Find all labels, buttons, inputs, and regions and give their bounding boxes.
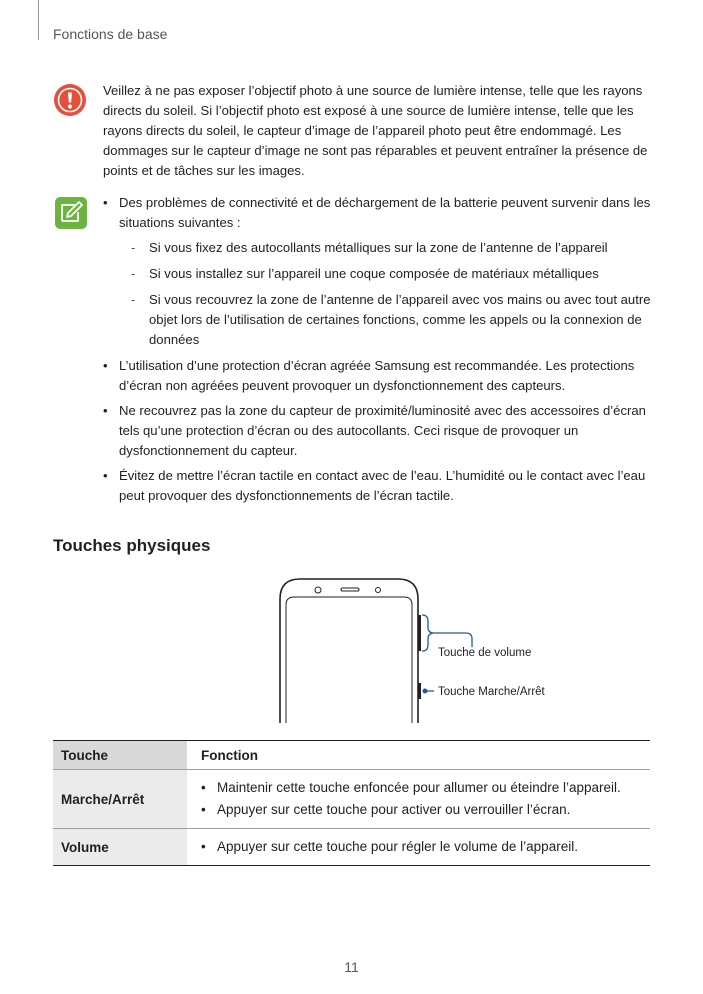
note-item <box>103 466 651 506</box>
function-text: Maintenir cette touche enfoncée pour allumer ou éteindre l’appareil. <box>217 780 621 795</box>
volume-key <box>418 615 421 651</box>
note-list <box>103 193 651 511</box>
function-item <box>201 779 642 797</box>
note-item-text: L’utilisation d’une protection d’écran agréée Samsung est recommandée. Les protections d’écran non agréées peuvent provoquer un dysfonctionnement des capteurs. <box>119 358 635 393</box>
note-item <box>103 193 651 350</box>
dash-mark: - <box>131 292 136 307</box>
column-header-function: Fonction <box>187 741 650 770</box>
screen-outline <box>286 597 412 723</box>
function-item <box>201 838 642 856</box>
bullet-mark: • <box>201 839 206 854</box>
bullet-mark: • <box>103 195 108 210</box>
section-title: Touches physiques <box>53 536 211 555</box>
header-rule <box>38 0 39 40</box>
page-number: 11 <box>344 959 359 975</box>
bullet-mark: • <box>201 802 206 817</box>
key-name: Volume <box>53 829 187 866</box>
caution-text: Veillez à ne pas exposer l’objectif photo à une source de lumière intense, telle que les rayons directs du soleil. Si l’objectif photo est exposé à une source de lumière intense, telle que les rayons directs du soleil, le capteur d’image de l’appareil photo peut être endommagé. Les dommages sur le capteur d’image ne sont pas réparables et peuvent entraîner la présence de points et de tâches sur les images. <box>103 83 648 178</box>
dash-mark: - <box>131 240 136 255</box>
note-item <box>103 356 651 396</box>
power-leader-dot <box>423 689 428 694</box>
note-item-text: Des problèmes de connectivité et de déchargement de la batterie peuvent survenir dans les situations suivantes : <box>119 195 651 230</box>
power-key <box>418 683 421 699</box>
bullet-mark: • <box>103 468 108 483</box>
bullet-mark: • <box>103 358 108 373</box>
exclamation-icon <box>53 83 87 117</box>
table-row <box>53 770 650 829</box>
bullet-mark: • <box>103 403 108 418</box>
function-text: Appuyer sur cette touche pour activer ou verrouiller l’écran. <box>217 802 571 817</box>
volume-bracket <box>422 615 434 651</box>
function-text: Appuyer sur cette touche pour régler le volume de l’appareil. <box>217 839 578 854</box>
earpiece <box>341 588 359 591</box>
proximity-sensor <box>376 588 381 593</box>
note-subitem <box>119 238 651 258</box>
note-subitem <box>119 290 651 350</box>
bullet-mark: • <box>201 780 206 795</box>
power-key-label: Touche Marche/Arrêt <box>438 686 545 698</box>
volume-key-label: Touche de volume <box>438 647 532 659</box>
table-header-row <box>53 741 650 770</box>
keys-table <box>53 740 650 866</box>
pencil-note-icon <box>54 196 88 230</box>
note-item <box>103 401 651 461</box>
column-header-key: Touche <box>53 741 187 770</box>
key-name: Marche/Arrêt <box>53 770 187 829</box>
function-item <box>201 801 642 819</box>
volume-leader <box>434 633 472 647</box>
header-section-title: Fonctions de base <box>53 26 168 42</box>
key-functions <box>187 829 650 866</box>
dash-mark: - <box>131 266 136 281</box>
table-row <box>53 829 650 866</box>
phone-outline <box>280 579 418 723</box>
note-item-text: Ne recouvrez pas la zone du capteur de proximité/luminosité avec des accessoires d’écran tels qu’une protection d’écran ou des autocollants. Ceci risque de provoquer un dysfonctionnement du capteur. <box>119 403 646 458</box>
note-subitem-text: Si vous fixez des autocollants métalliques sur la zone de l’antenne de l’appareil <box>149 240 608 255</box>
key-functions <box>187 770 650 829</box>
note-subitem-text: Si vous installez sur l’appareil une coque composée de matériaux métalliques <box>149 266 599 281</box>
note-subitem <box>119 264 651 284</box>
note-item-text: Évitez de mettre l’écran tactile en contact avec de l’eau. L’humidité ou le contact avec l’eau peut provoquer des dysfonctionnements de l’écran tactile. <box>119 468 646 503</box>
note-subitem-text: Si vous recouvrez la zone de l’antenne de l’appareil avec vos mains ou avec tout autre objet lors de l’utilisation de certaines fonctions, comme les appels ou la connexion de données <box>149 292 651 347</box>
front-camera <box>315 587 321 593</box>
